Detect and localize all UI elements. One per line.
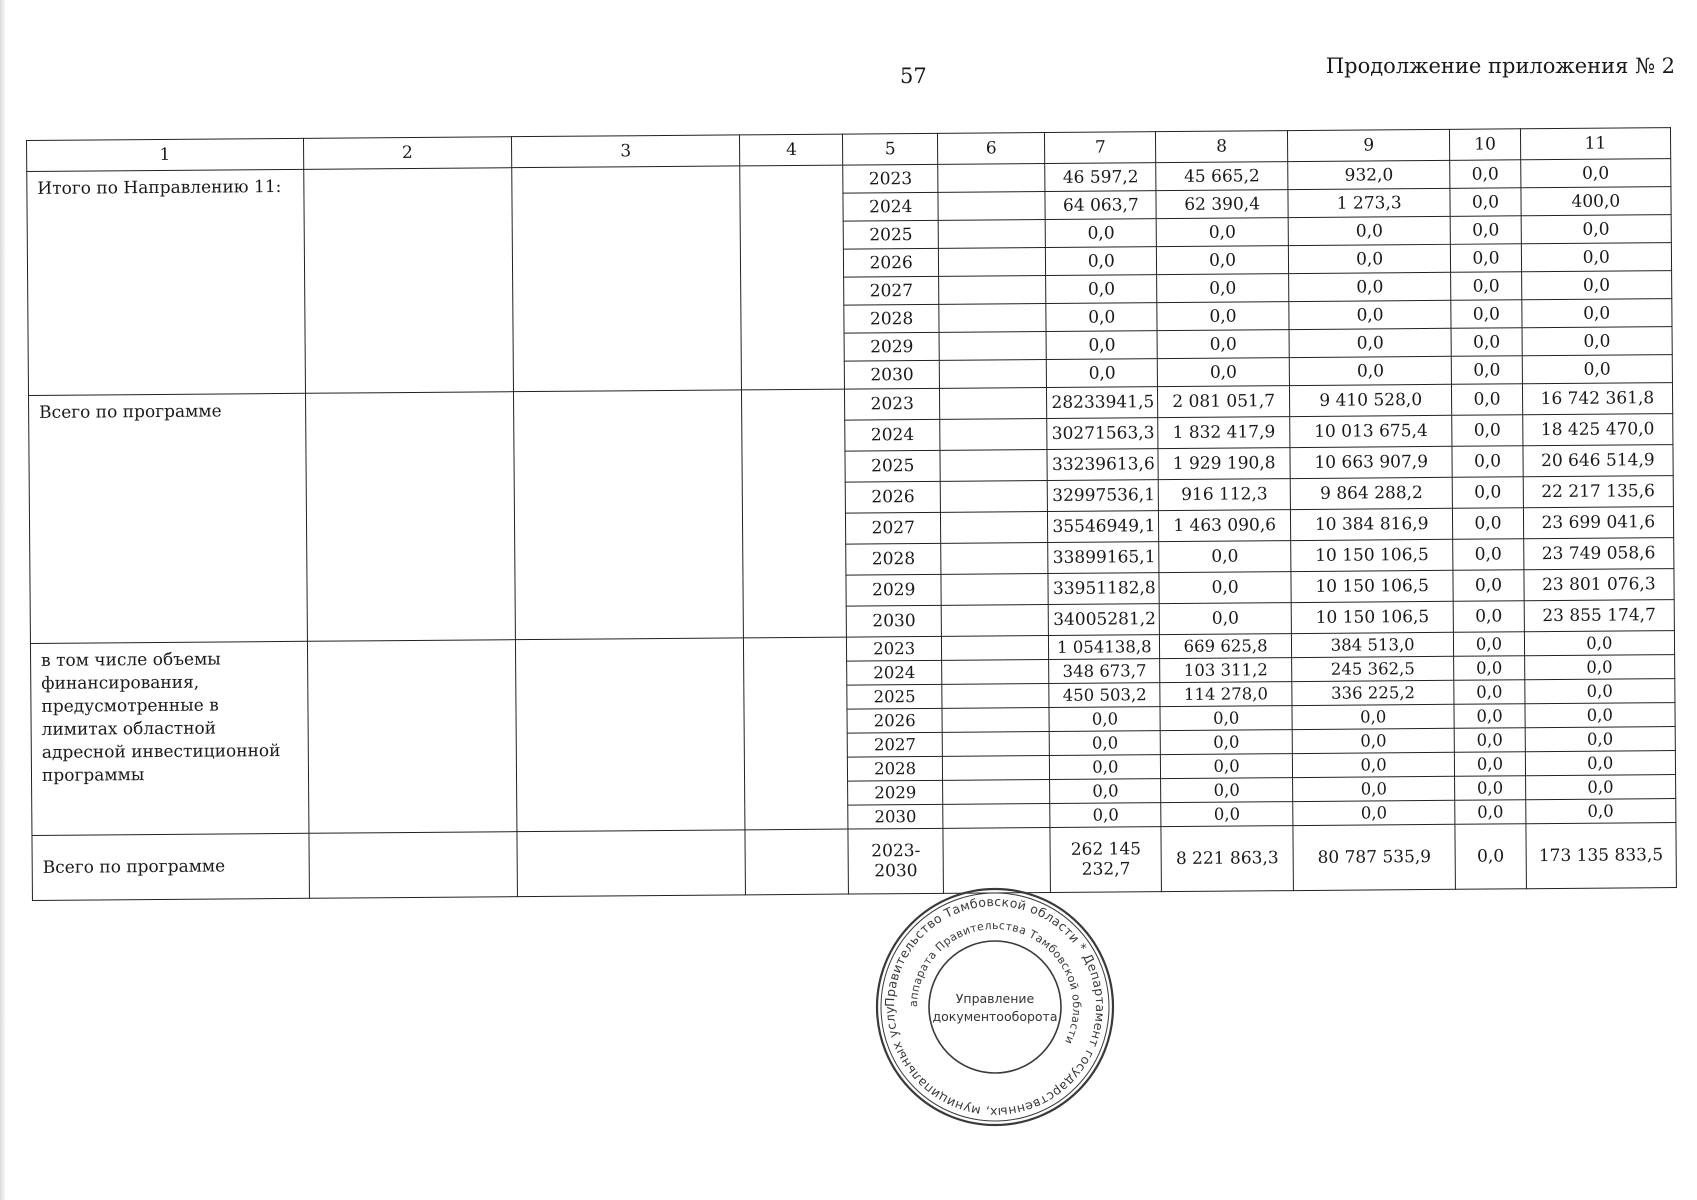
value-cell-c7: 34005281,2 bbox=[1049, 604, 1160, 636]
column-header: 9 bbox=[1287, 129, 1450, 161]
value-cell-c9: 0,0 bbox=[1292, 776, 1455, 801]
value-cell-c8: 0,0 bbox=[1161, 754, 1293, 779]
year-cell: 2028 bbox=[848, 756, 943, 781]
grand-total-col9: 80 787 535,9 bbox=[1293, 824, 1456, 890]
value-cell-c9: 10 150 106,5 bbox=[1291, 539, 1454, 571]
year-cell: 2024 bbox=[847, 660, 942, 685]
year-cell: 2029 bbox=[848, 780, 943, 805]
year-cell: 2023 bbox=[843, 164, 938, 193]
year-cell: 2024 bbox=[843, 192, 938, 221]
value-cell-c11: 0,0 bbox=[1524, 679, 1675, 704]
value-cell-c11: 0,0 bbox=[1525, 799, 1676, 824]
year-cell: 2029 bbox=[845, 332, 940, 361]
value-cell-c10: 0,0 bbox=[1452, 384, 1522, 416]
value-cell-c9: 0,0 bbox=[1289, 272, 1452, 301]
value-cell-c8: 0,0 bbox=[1161, 778, 1293, 803]
value-cell-c9: 9 864 288,2 bbox=[1290, 477, 1453, 509]
value-cell-c7: 0,0 bbox=[1050, 731, 1161, 756]
value-cell-c8: 0,0 bbox=[1158, 358, 1290, 387]
value-cell-c9: 336 225,2 bbox=[1292, 680, 1455, 705]
value-cell-c8: 669 625,8 bbox=[1160, 634, 1292, 659]
year-cell: 2026 bbox=[846, 481, 941, 513]
svg-text:аппарата Правительства Тамбовс: аппарата Правительства Тамбовской области bbox=[906, 918, 1084, 1047]
value-cell-c11: 0,0 bbox=[1522, 327, 1673, 356]
year-cell: 2023 bbox=[847, 636, 942, 661]
value-cell-c11: 20 646 514,9 bbox=[1523, 445, 1674, 477]
year-cell: 2026 bbox=[847, 708, 942, 733]
value-cell-c10: 0,0 bbox=[1455, 800, 1525, 825]
value-cell-c11: 22 217 135,6 bbox=[1523, 476, 1674, 508]
value-cell-c9: 0,0 bbox=[1293, 800, 1456, 825]
value-cell-c9: 0,0 bbox=[1292, 728, 1455, 753]
value-cell-c8: 2 081 051,7 bbox=[1158, 386, 1290, 418]
value-cell-c8: 45 665,2 bbox=[1156, 162, 1288, 191]
value-cell-c8: 0,0 bbox=[1157, 330, 1289, 359]
value-cell-c11: 0,0 bbox=[1521, 215, 1672, 244]
value-cell-c7: 0,0 bbox=[1046, 247, 1157, 276]
column-header: 3 bbox=[512, 135, 741, 168]
value-cell-c8: 0,0 bbox=[1160, 730, 1292, 755]
value-cell-c10: 0,0 bbox=[1454, 704, 1524, 729]
group-label: в том числе объемы финансирования, предусмотренные в лимитах областной адресной инвестиционной программы bbox=[30, 641, 308, 835]
value-cell-c10: 0,0 bbox=[1452, 356, 1522, 385]
year-cell: 2027 bbox=[848, 732, 943, 757]
value-cell-c9: 0,0 bbox=[1292, 704, 1455, 729]
value-cell-c9: 245 362,5 bbox=[1292, 656, 1455, 681]
scan-edge bbox=[0, 0, 6, 1200]
year-cell: 2025 bbox=[844, 220, 939, 249]
year-cell: 2025 bbox=[845, 450, 940, 482]
value-cell-c10: 0,0 bbox=[1453, 570, 1523, 602]
value-cell-c10: 0,0 bbox=[1451, 328, 1521, 357]
value-cell-c11: 23 749 058,6 bbox=[1523, 538, 1674, 570]
value-cell-c7: 35546949,1 bbox=[1048, 511, 1159, 543]
value-cell-c11: 0,0 bbox=[1521, 299, 1672, 328]
value-cell-c10: 0,0 bbox=[1452, 415, 1522, 447]
value-cell-c10: 0,0 bbox=[1451, 244, 1521, 273]
year-cell: 2027 bbox=[844, 276, 939, 305]
value-cell-c9: 10 384 816,9 bbox=[1290, 508, 1453, 540]
value-cell-c11: 400,0 bbox=[1521, 187, 1672, 216]
value-cell-c8: 62 390,4 bbox=[1156, 190, 1288, 219]
value-cell-c9: 10 150 106,5 bbox=[1291, 570, 1454, 602]
value-cell-c8: 0,0 bbox=[1161, 802, 1293, 827]
value-cell-c10: 0,0 bbox=[1454, 680, 1524, 705]
value-cell-c11: 0,0 bbox=[1525, 703, 1676, 728]
value-cell-c7: 33899165,1 bbox=[1048, 542, 1159, 574]
column-header: 8 bbox=[1156, 131, 1288, 163]
value-cell-c8: 114 278,0 bbox=[1160, 682, 1292, 707]
value-cell-c10: 0,0 bbox=[1451, 216, 1521, 245]
column-header: 7 bbox=[1045, 132, 1156, 164]
value-cell-c11: 0,0 bbox=[1525, 751, 1676, 776]
year-cell: 2027 bbox=[846, 512, 941, 544]
grand-total-col8: 8 221 863,3 bbox=[1161, 826, 1293, 892]
value-cell-c11: 0,0 bbox=[1521, 271, 1672, 300]
grand-total-col7: 262 145 232,7 bbox=[1050, 827, 1161, 893]
year-cell: 2023 bbox=[845, 388, 940, 420]
year-cell: 2030 bbox=[847, 605, 942, 637]
value-cell-c10: 0,0 bbox=[1451, 300, 1521, 329]
seal-center-text: Управление документооборота bbox=[932, 991, 1058, 1024]
value-cell-c8: 0,0 bbox=[1157, 246, 1289, 275]
value-cell-c10: 0,0 bbox=[1451, 272, 1521, 301]
value-cell-c11: 0,0 bbox=[1525, 775, 1676, 800]
column-header: 6 bbox=[937, 132, 1045, 164]
year-cell: 2028 bbox=[846, 543, 941, 575]
value-cell-c7: 0,0 bbox=[1046, 331, 1157, 360]
year-cell: 2030 bbox=[848, 804, 943, 829]
value-cell-c9: 0,0 bbox=[1288, 244, 1451, 273]
value-cell-c10: 0,0 bbox=[1452, 446, 1522, 478]
official-seal bbox=[870, 882, 1120, 1132]
svg-text:Правительство Тамбовской облас: Правительство Тамбовской области * Департамент государственных, муниципальных услу bbox=[881, 893, 1109, 1121]
year-cell: 2024 bbox=[845, 419, 940, 451]
value-cell-c11: 23 855 174,7 bbox=[1524, 600, 1675, 632]
value-cell-c10: 0,0 bbox=[1455, 728, 1525, 753]
value-cell-c10: 0,0 bbox=[1450, 160, 1520, 189]
value-cell-c11: 18 425 470,0 bbox=[1522, 414, 1673, 446]
value-cell-c7: 0,0 bbox=[1050, 779, 1161, 804]
value-cell-c10: 0,0 bbox=[1454, 656, 1524, 681]
value-cell-c9: 384 513,0 bbox=[1291, 632, 1454, 657]
value-cell-c9: 0,0 bbox=[1289, 300, 1452, 329]
value-cell-c8: 0,0 bbox=[1157, 274, 1289, 303]
appendix-table bbox=[26, 127, 1677, 901]
value-cell-c7: 0,0 bbox=[1046, 219, 1157, 248]
value-cell-c9: 10 150 106,5 bbox=[1291, 601, 1454, 633]
value-cell-c9: 10 013 675,4 bbox=[1290, 415, 1453, 447]
value-cell-c9: 0,0 bbox=[1289, 328, 1452, 357]
continuation-label: Продолжение приложения № 2 bbox=[1325, 54, 1675, 78]
value-cell-c7: 32997536,1 bbox=[1048, 480, 1159, 512]
value-cell-c7: 0,0 bbox=[1050, 755, 1161, 780]
value-cell-c7: 0,0 bbox=[1049, 707, 1160, 732]
column-header: 2 bbox=[303, 137, 512, 170]
column-header: 10 bbox=[1450, 129, 1520, 161]
grand-total-col10: 0,0 bbox=[1455, 824, 1526, 890]
value-cell-c9: 0,0 bbox=[1288, 216, 1451, 245]
value-cell-c7: 0,0 bbox=[1046, 275, 1157, 304]
value-cell-c10: 0,0 bbox=[1454, 601, 1524, 633]
year-cell: 2028 bbox=[844, 304, 939, 333]
value-cell-c9: 9 410 528,0 bbox=[1289, 384, 1452, 416]
year-cell: 2026 bbox=[844, 248, 939, 277]
value-cell-c7: 0,0 bbox=[1047, 359, 1158, 388]
value-cell-c11: 0,0 bbox=[1522, 355, 1673, 384]
value-cell-c8: 0,0 bbox=[1159, 541, 1291, 573]
value-cell-c11: 0,0 bbox=[1525, 727, 1676, 752]
value-cell-c8: 1 832 417,9 bbox=[1158, 417, 1290, 449]
value-cell-c11: 0,0 bbox=[1520, 159, 1671, 188]
column-header: 1 bbox=[27, 138, 304, 171]
value-cell-c7: 46 597,2 bbox=[1045, 163, 1156, 192]
value-cell-c11: 23 699 041,6 bbox=[1523, 507, 1674, 539]
value-cell-c9: 0,0 bbox=[1289, 356, 1452, 385]
value-cell-c8: 916 112,3 bbox=[1158, 479, 1290, 511]
year-cell: 2030 bbox=[845, 360, 940, 389]
value-cell-c8: 1 929 190,8 bbox=[1158, 448, 1290, 480]
value-cell-c7: 0,0 bbox=[1046, 303, 1157, 332]
value-cell-c7: 450 503,2 bbox=[1049, 683, 1160, 708]
group-label: Итого по Направлению 11: bbox=[27, 169, 305, 395]
value-cell-c7: 30271563,3 bbox=[1047, 418, 1158, 450]
year-cell: 2025 bbox=[847, 684, 942, 709]
value-cell-c11: 23 801 076,3 bbox=[1524, 569, 1675, 601]
value-cell-c11: 0,0 bbox=[1521, 243, 1672, 272]
value-cell-c8: 0,0 bbox=[1156, 218, 1288, 247]
value-cell-c9: 10 663 907,9 bbox=[1290, 446, 1453, 478]
column-header: 4 bbox=[740, 134, 843, 166]
value-cell-c9: 1 273,3 bbox=[1288, 188, 1451, 217]
value-cell-c11: 16 742 361,8 bbox=[1522, 383, 1673, 415]
group-label: Всего по программе bbox=[29, 393, 307, 643]
grand-total-row bbox=[32, 823, 1676, 901]
page-number: 57 bbox=[900, 64, 927, 88]
value-cell-c10: 0,0 bbox=[1454, 632, 1524, 657]
column-header: 11 bbox=[1520, 128, 1671, 160]
value-cell-c8: 0,0 bbox=[1159, 572, 1291, 604]
grand-total-label: Всего по программе bbox=[32, 833, 309, 900]
grand-total-col11: 173 135 833,5 bbox=[1526, 823, 1677, 889]
value-cell-c9: 932,0 bbox=[1288, 160, 1451, 189]
value-cell-c8: 103 311,2 bbox=[1160, 658, 1292, 683]
value-cell-c10: 0,0 bbox=[1455, 752, 1525, 777]
value-cell-c7: 33951182,8 bbox=[1048, 573, 1159, 605]
value-cell-c10: 0,0 bbox=[1453, 508, 1523, 540]
value-cell-c10: 0,0 bbox=[1453, 477, 1523, 509]
value-cell-c8: 0,0 bbox=[1159, 603, 1291, 635]
value-cell-c8: 0,0 bbox=[1160, 706, 1292, 731]
value-cell-c8: 0,0 bbox=[1157, 302, 1289, 331]
value-cell-c7: 1 054138,8 bbox=[1049, 635, 1160, 660]
value-cell-c7: 28233941,5 bbox=[1047, 387, 1158, 419]
value-cell-c8: 1 463 090,6 bbox=[1159, 510, 1291, 542]
value-cell-c10: 0,0 bbox=[1455, 776, 1525, 801]
column-header: 5 bbox=[843, 133, 938, 165]
value-cell-c10: 0,0 bbox=[1450, 188, 1520, 217]
value-cell-c7: 348 673,7 bbox=[1049, 659, 1160, 684]
value-cell-c10: 0,0 bbox=[1453, 539, 1523, 571]
value-cell-c7: 33239613,6 bbox=[1047, 449, 1158, 481]
value-cell-c7: 0,0 bbox=[1050, 803, 1161, 828]
value-cell-c7: 64 063,7 bbox=[1045, 191, 1156, 220]
value-cell-c11: 0,0 bbox=[1524, 655, 1675, 680]
value-cell-c9: 0,0 bbox=[1292, 752, 1455, 777]
grand-total-period: 2023- 2030 bbox=[848, 828, 943, 894]
value-cell-c11: 0,0 bbox=[1524, 631, 1675, 656]
year-cell: 2029 bbox=[846, 574, 941, 606]
